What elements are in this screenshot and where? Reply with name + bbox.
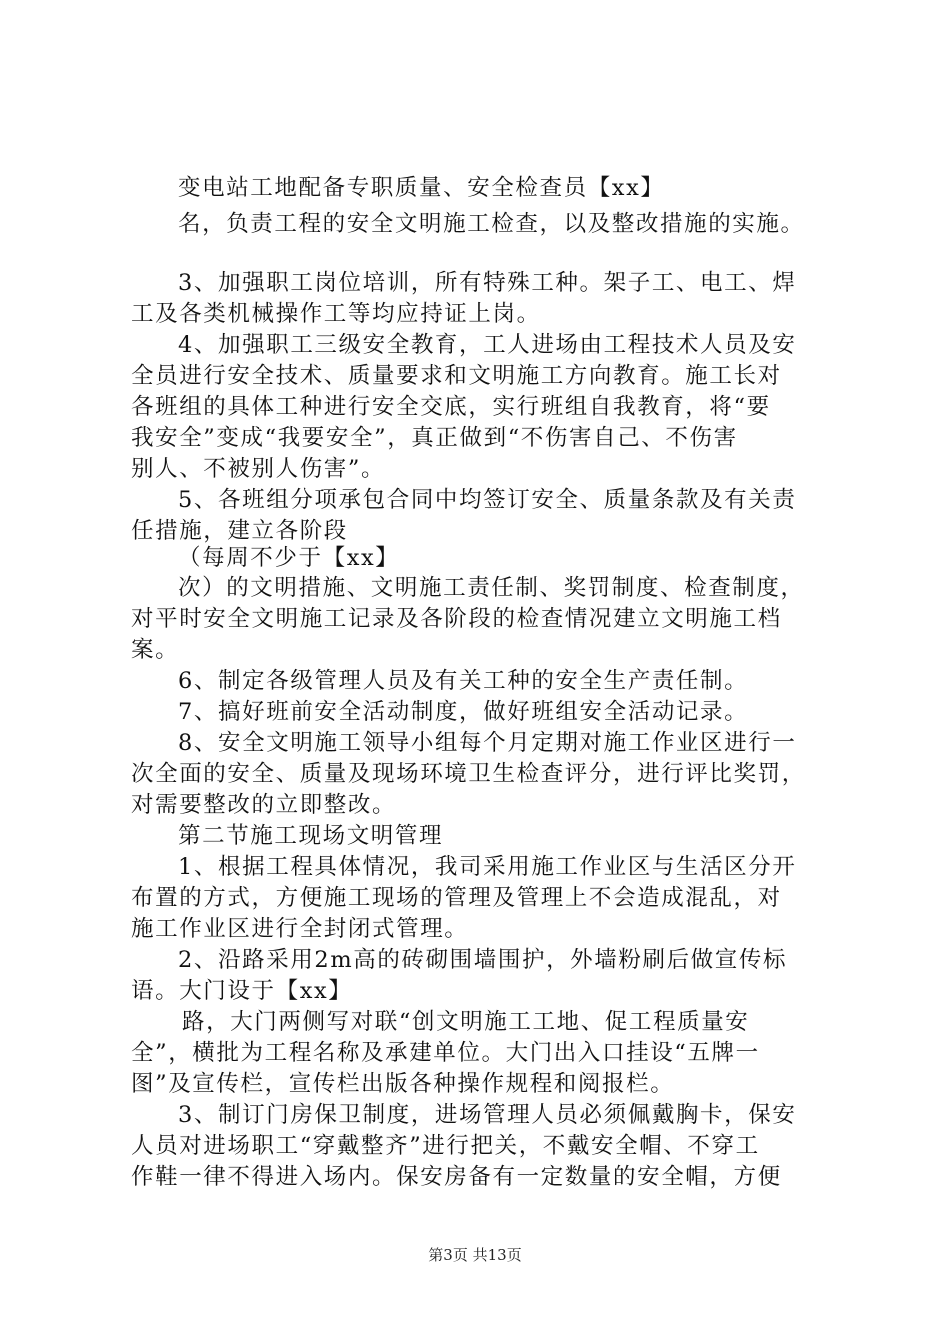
text-line: 作鞋一律不得进入场内。保安房备有一定数量的安全帽，方便: [131, 1164, 782, 1190]
text-line: 3、加强职工岗位培训，所有特殊工种。架子工、电工、焊: [178, 270, 797, 296]
text-line: 名，负责工程的安全文明施工检查，以及整改措施的实施。: [178, 211, 805, 237]
text-line: 次）的文明措施、文明施工责任制、奖罚制度、检查制度，: [178, 575, 805, 601]
text-line: 4、加强职工三级安全教育，工人进场由工程技术人员及安: [178, 332, 797, 358]
text-line: 工及各类机械操作工等均应持证上岗。: [131, 301, 541, 327]
text-line: 6、制定各级管理人员及有关工种的安全生产责任制。: [178, 668, 749, 694]
text-line: 8、安全文明施工领导小组每个月定期对施工作业区进行一: [178, 730, 797, 756]
text-line: 图”及宣传栏，宣传栏出版各种操作规程和阅报栏。: [131, 1071, 675, 1097]
page-number-footer: 第3页 共13页: [428, 1246, 522, 1264]
text-line: 对需要整改的立即整改。: [131, 792, 397, 818]
text-line: 任措施，建立各阶段: [131, 518, 348, 544]
text-line: 1、根据工程具体情况，我司采用施工作业区与生活区分开: [178, 854, 797, 880]
text-line: 施工作业区进行全封闭式管理。: [131, 916, 469, 942]
text-line: 人员对进场职工“穿戴整齐”进行把关，不戴安全帽、不穿工: [131, 1133, 760, 1159]
text-line: 别人、不被别人伤害”。: [131, 456, 386, 482]
text-line: 变电站工地配备专职质量、安全检查员【xx】: [178, 175, 665, 201]
text-line: 我安全”变成“我要安全”，真正做到“不伤害自己、不伤害: [131, 425, 738, 451]
text-line: 对平时安全文明施工记录及各阶段的检查情况建立文明施工档: [131, 606, 782, 632]
text-line: 路，大门两侧写对联“创文明施工工地、促工程质量安: [182, 1009, 750, 1035]
text-line: 各班组的具体工种进行安全交底，实行班组自我教育，将“要: [131, 394, 771, 420]
text-line: 布置的方式，方便施工现场的管理及管理上不会造成混乱，对: [131, 885, 782, 911]
text-line: （每周不少于【xx】: [178, 545, 400, 571]
text-line: 3、制订门房保卫制度，进场管理人员必须佩戴胸卡，保安: [178, 1102, 797, 1128]
text-line: 5、各班组分项承包合同中均签订安全、质量条款及有关责: [178, 487, 797, 513]
text-line: 次全面的安全、质量及现场环境卫生检查评分，进行评比奖罚，: [131, 761, 806, 787]
text-line: 7、搞好班前安全活动制度，做好班组安全活动记录。: [178, 699, 749, 725]
text-line: 语。大门设于【xx】: [131, 978, 353, 1004]
section-heading: 第二节施工现场文明管理: [178, 823, 444, 849]
text-line: 案。: [131, 637, 180, 663]
text-line: 全员进行安全技术、质量要求和文明施工方向教育。施工长对: [131, 363, 782, 389]
text-line: 2、沿路采用2m高的砖砌围墙围护，外墙粉刷后做宣传标: [178, 947, 788, 973]
text-line: 全”，横批为工程名称及承建单位。大门出入口挂设“五牌一: [131, 1040, 760, 1066]
